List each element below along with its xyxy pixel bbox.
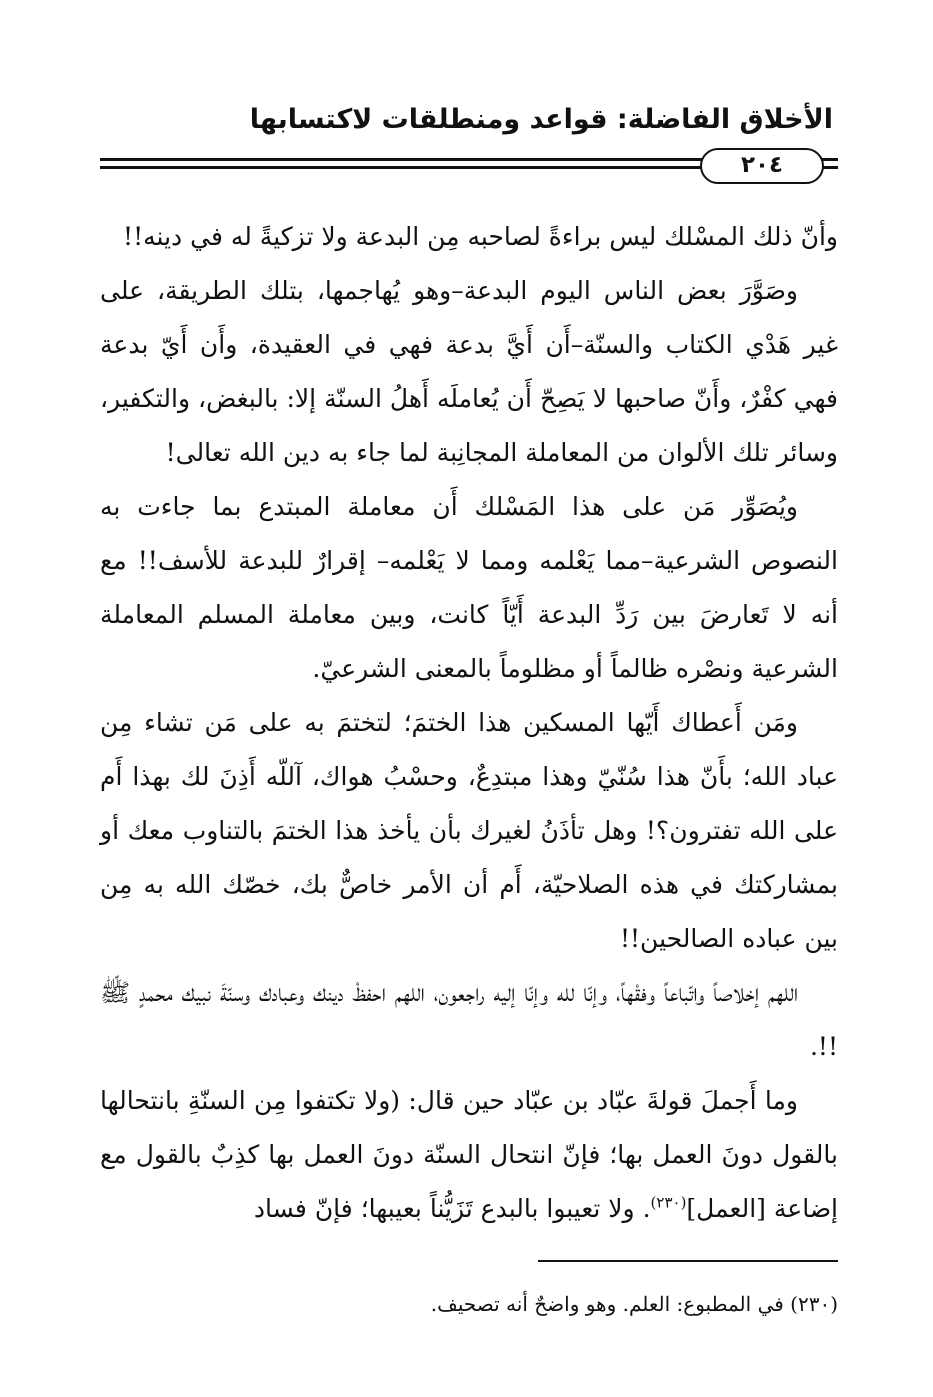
running-title: الأخلاق الفاضلة: قواعد ومنطلقات لاكتسابها (249, 104, 833, 135)
paragraph-6-after: . ولا تعيبوا بالبدع تَزَيُّناً بعيبها؛ فإنّ فساد (253, 1194, 651, 1223)
paragraph-5: اللهم إخلاصاً واتّباعاً وفقْهاً، وإنّا لله وإنّا إليه راجعون، اللهم احفظْ دينك وعبادك وسنّةَ نبيك محمدٍ ﷺ !!. (100, 978, 838, 1061)
header-rule-left-top (100, 158, 710, 161)
paragraph-2: وصَوَّرَ بعض الناس اليوم البدعة–وهو يُهاجمها، بتلك الطريقة، على غير هَدْي الكتاب والسنّة–أَن أَيَّ بدعة فهي في العقيدة، وأَن أَيّ بدعة فهي كفْرٌ، وأَنّ صاحبها لا يَصِحّ أَن يُعاملَه أَهلُ السنّة إلا: بالبغض، والتكفير، وسائر تلك الألوان من المعاملة المجانِبة لما جاء به دين الله تعالى! (100, 276, 838, 467)
paragraph-6 (100, 1074, 838, 1236)
paragraph-4: ومَن أَعطاك أَيّها المسكين هذا الختمَ؛ لتختمَ به على مَن تشاء مِن عباد الله؛ بأَنّ هذا سُنّيّ وهذا مبتدِعٌ، وحسْبُ هواك، آللّه أَذِنَ لك بهذا أَم على الله تفترون؟! وهل تأذَنُ لغيرك بأن يأخذ هذا الختمَ بالتناوب معك أو بمشاركتك في هذه الصلاحيّة، أَم أن الأمر خاصٌّ بك، خصّك الله به مِن بين عباده الصالحين!! (100, 708, 838, 953)
main-text (100, 210, 838, 1236)
paragraph-3: ويُصَوِّر مَن على هذا المَسْلك أَن معاملة المبتدع بما جاءت به النصوص الشرعية–مما يَعْلمه ومما لا يَعْلمه– إقرارٌ للبدعة للأسف!! مع أنه لا تَعارضَ بين رَدِّ البدعة أَيّاً كانت، وبين معاملة المسلم المعاملة الشرعية ونصْره ظالماً أو مظلوماً بالمعنى الشرعيّ. (100, 492, 838, 683)
footnote-reference: (٢٣٠) (650, 1193, 687, 1212)
paragraph-1: وأنّ ذلك المسْلك ليس براءةً لصاحبه مِن البدعة ولا تزكيةً له في دينه!! (123, 222, 838, 251)
footnote-separator (538, 1260, 838, 1262)
paragraph-6-before: وما أَجملَ قولةَ عبّاد بن عبّاد حين قال: (ولا تكتفوا مِن السنّةِ بانتحالها بالقول دونَ العمل بها؛ فإنّ انتحال السنّة دونَ العمل بها كذِبٌ بالقول مع إضاعة [العمل] (100, 1086, 838, 1223)
footnote: (٢٣٠) في المطبوع: العلم. وهو واضحٌ أنه تصحيف. (430, 1292, 838, 1316)
header-rule (100, 148, 838, 188)
header-rule-left-bottom (100, 166, 710, 169)
page-number: ٢٠٤ (700, 148, 824, 184)
